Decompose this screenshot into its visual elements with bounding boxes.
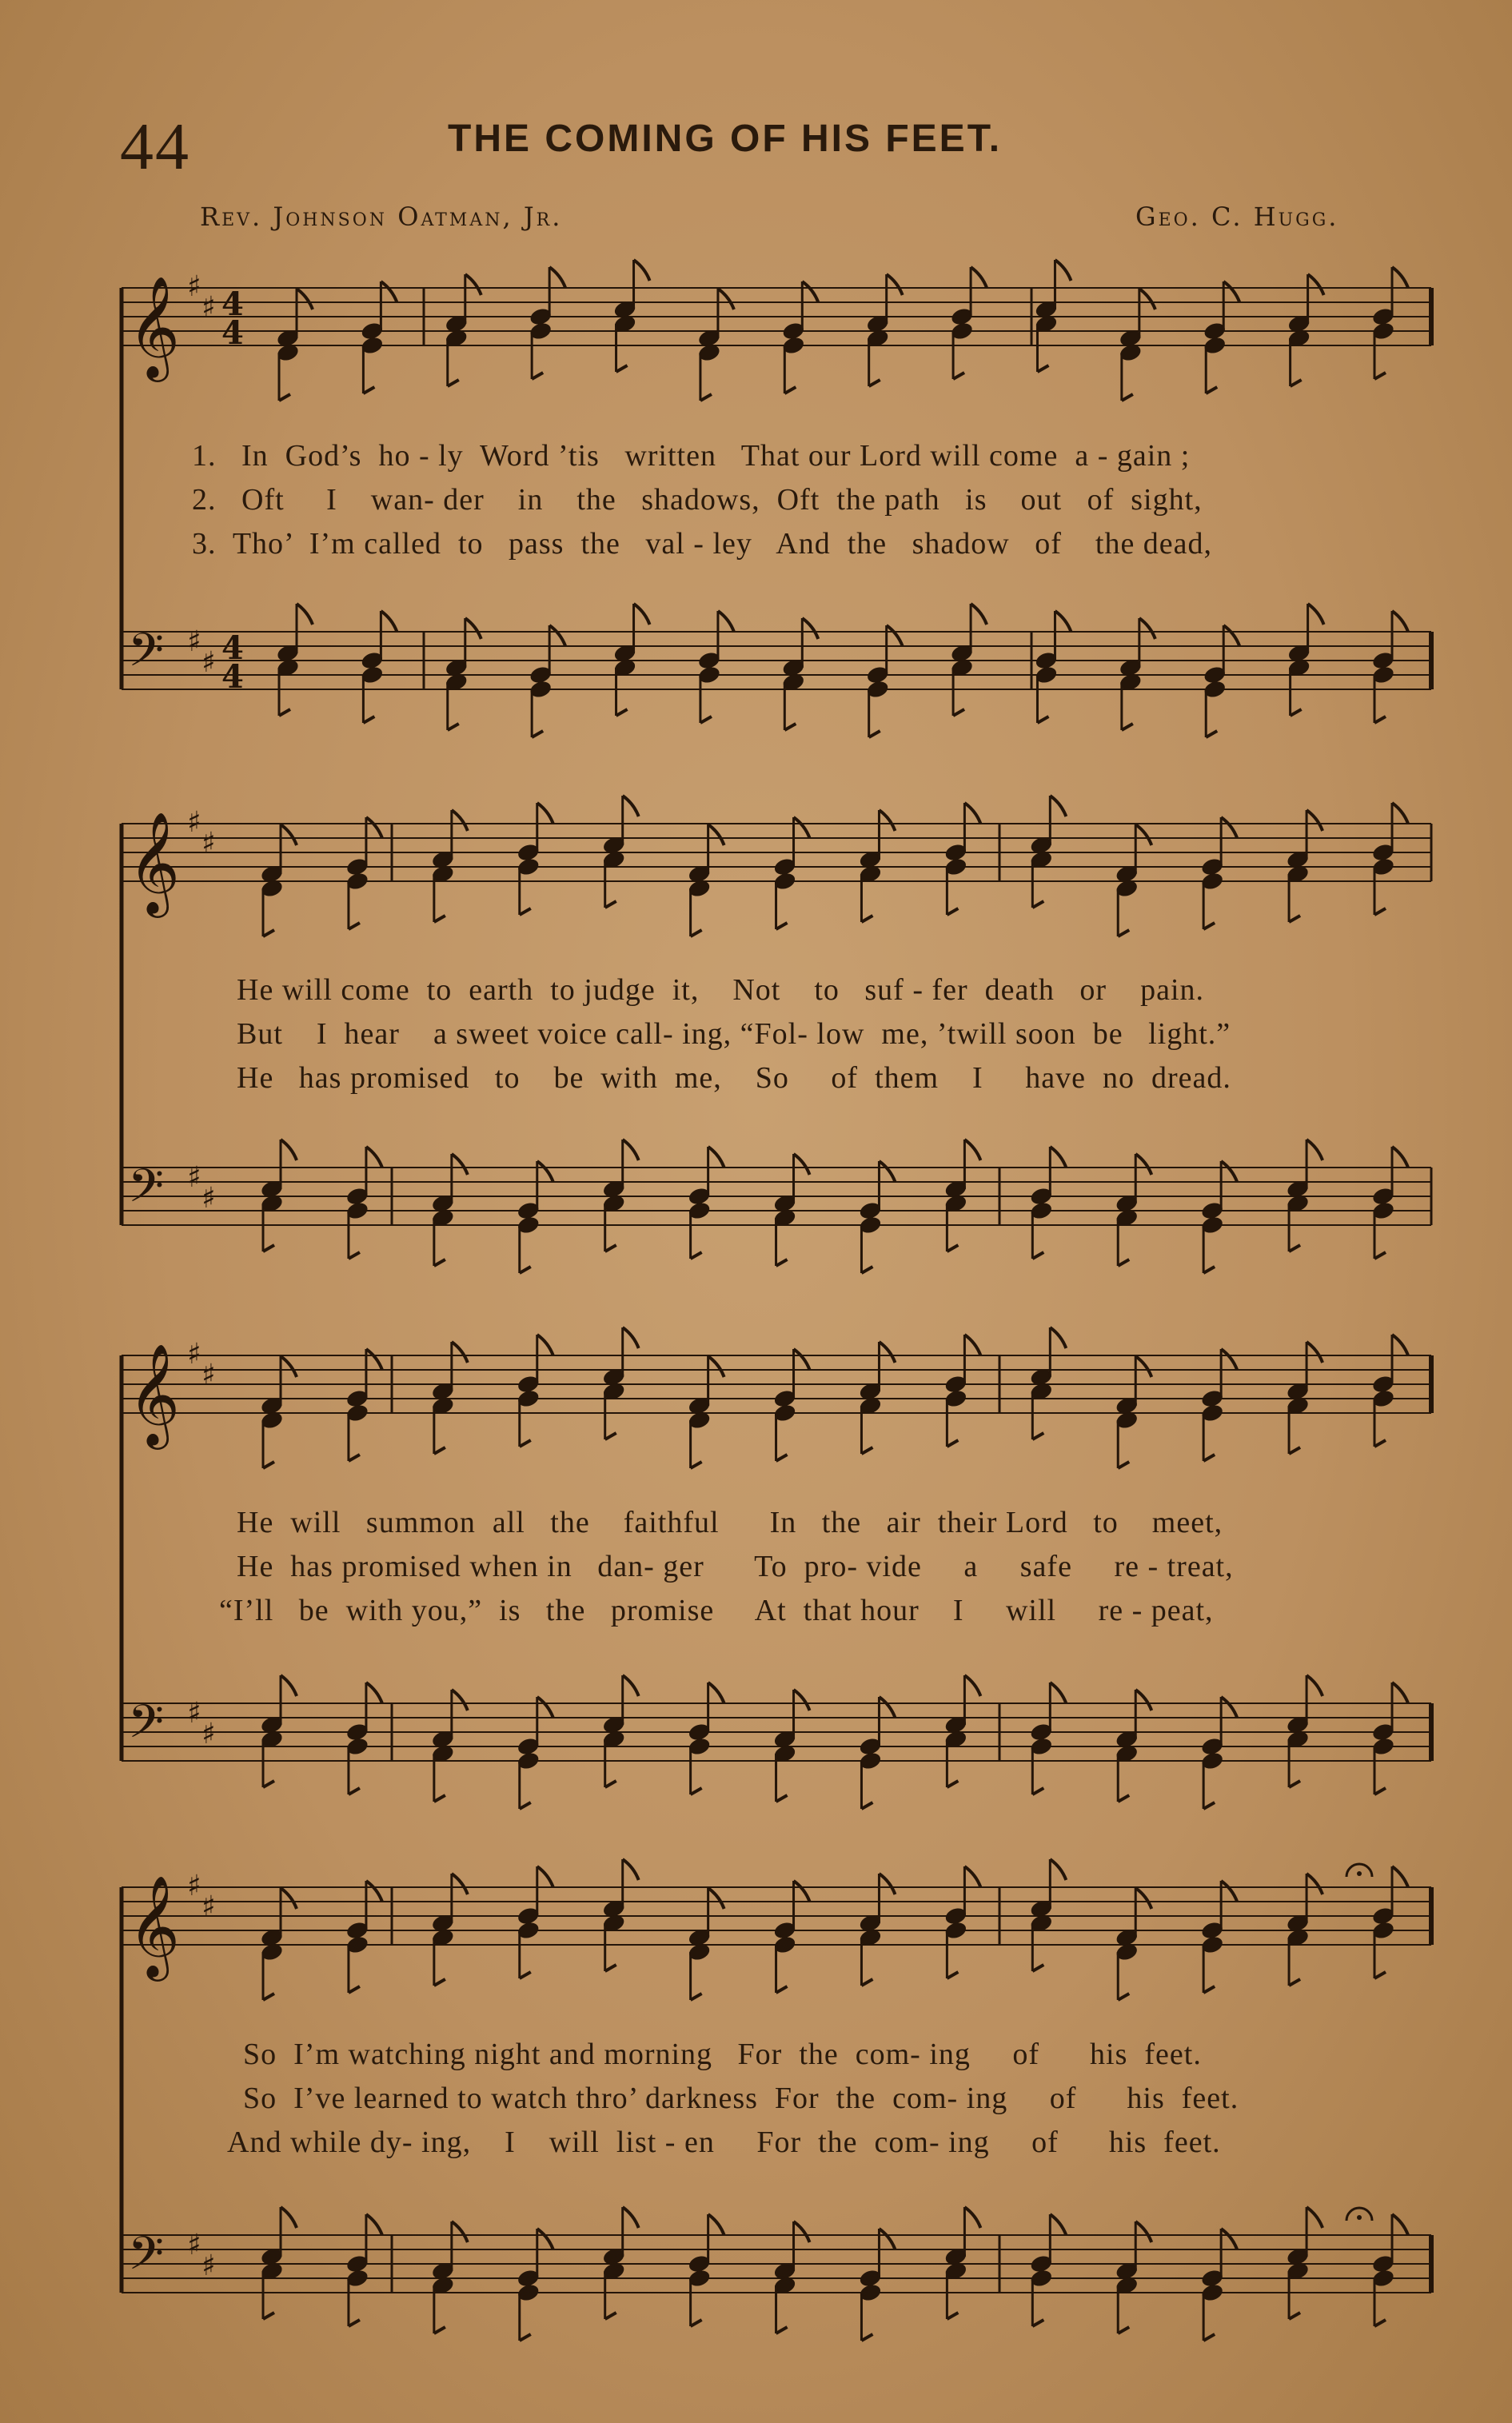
note-flag	[1221, 1161, 1237, 1182]
sharp-icon: ♯	[201, 1718, 216, 1750]
note-flag	[861, 916, 872, 922]
note-flag	[1221, 1881, 1237, 1902]
note-flag	[623, 2207, 639, 2228]
note-flag	[1118, 1259, 1129, 1266]
note-flag	[281, 1675, 297, 1696]
sharp-icon: ♯	[187, 1338, 201, 1371]
note-flag	[1392, 1683, 1408, 1703]
note-flag	[794, 817, 810, 838]
note-flag	[964, 1140, 980, 1160]
note-flag	[1289, 2313, 1300, 2319]
note-flag	[1374, 1788, 1386, 1794]
note-flag	[263, 1994, 274, 2000]
note-flag	[366, 1147, 382, 1168]
note-flag	[532, 373, 543, 379]
time-signature-top: 4	[221, 629, 244, 667]
note-flag	[1221, 1697, 1237, 1718]
note-flag	[366, 1683, 382, 1703]
note-flag	[947, 1245, 958, 1251]
note-flag	[708, 1356, 724, 1377]
sharp-icon: ♯	[201, 827, 216, 860]
note-flag	[363, 387, 374, 393]
note-flag	[605, 1433, 616, 1439]
note-flag	[605, 1781, 616, 1787]
note-flag	[349, 1252, 360, 1259]
note-flag	[532, 731, 543, 737]
note-flag	[861, 1267, 872, 1273]
note-flag	[861, 1802, 872, 1809]
note-flag	[434, 1795, 445, 1802]
sharp-icon: ♯	[187, 2229, 201, 2261]
sharp-icon: ♯	[201, 1359, 216, 1391]
note-flag	[279, 394, 290, 401]
note-flag	[691, 1788, 702, 1794]
note-flag	[971, 267, 987, 288]
note-flag	[363, 717, 374, 723]
note-flag	[1374, 2320, 1386, 2326]
note-flag	[708, 824, 724, 845]
note-flag	[1392, 267, 1408, 288]
note-flag	[349, 2320, 360, 2326]
note-flag	[691, 1462, 702, 1468]
note-flag	[1050, 1327, 1066, 1348]
note-flag	[549, 625, 565, 646]
note-flag	[794, 1349, 810, 1370]
note-flag	[1055, 260, 1071, 281]
note-flag	[1392, 611, 1408, 632]
note-flag	[1050, 796, 1066, 816]
lyric-line-s4-v1: So I’m watching night and morning For the com- ing of his feet.	[243, 2038, 1202, 2071]
note-flag	[616, 365, 628, 372]
note-flag	[1037, 365, 1048, 372]
fermata-dot	[1357, 1871, 1362, 1876]
sharp-icon: ♯	[201, 646, 216, 679]
note-flag	[381, 281, 397, 302]
bass-clef-icon: 𝄢	[128, 623, 165, 689]
note-flag	[861, 1447, 872, 1454]
note-flag	[1055, 611, 1071, 632]
note-flag	[947, 908, 958, 915]
note-flag	[1135, 824, 1151, 845]
note-flag	[520, 1802, 531, 1809]
note-flag	[452, 810, 468, 831]
treble-clef-icon: 𝄞	[128, 275, 181, 377]
note-flag	[1118, 1462, 1129, 1468]
note-flag	[605, 901, 616, 908]
note-flag	[1122, 394, 1133, 401]
lyric-line-s3-v2: He has promised when in dan- ger To pro- vide a safe re - treat,	[237, 1550, 1234, 1583]
note-flag	[448, 724, 459, 730]
note-flag	[1203, 1802, 1215, 1809]
note-flag	[366, 2214, 382, 2235]
note-flag	[520, 2334, 531, 2341]
note-flag	[794, 1881, 810, 1902]
note-flag	[263, 2313, 274, 2319]
note-flag	[263, 1781, 274, 1787]
note-flag	[1289, 1781, 1300, 1787]
note-flag	[1392, 803, 1408, 824]
note-flag	[434, 2327, 445, 2333]
note-flag	[1139, 618, 1155, 639]
note-flag	[1307, 1675, 1323, 1696]
note-flag	[434, 916, 445, 922]
note-flag	[366, 1349, 382, 1370]
note-flag	[605, 1965, 616, 1971]
note-flag	[1206, 731, 1217, 737]
note-flag	[1050, 1147, 1066, 1168]
note-flag	[465, 274, 481, 295]
note-flag	[708, 1147, 724, 1168]
fermata-dot	[1357, 2215, 1362, 2220]
note-flag	[1307, 2207, 1323, 2228]
lyric-line-s4-v2: So I’ve learned to watch thro’ darkness For the com- ing of his feet.	[243, 2082, 1239, 2115]
bass-clef-icon: 𝄢	[128, 1695, 165, 1760]
note-flag	[776, 1795, 788, 1802]
note-flag	[1032, 1433, 1043, 1439]
note-flag	[434, 1447, 445, 1454]
bass-clef-icon: 𝄢	[128, 1159, 165, 1224]
note-flag	[1392, 1866, 1408, 1887]
note-flag	[964, 2207, 980, 2228]
note-flag	[691, 2320, 702, 2326]
note-flag	[1223, 281, 1239, 302]
note-flag	[366, 1881, 382, 1902]
note-flag	[1392, 1147, 1408, 1168]
note-flag	[1289, 1245, 1300, 1251]
note-flag	[1221, 1349, 1237, 1370]
note-flag	[452, 1874, 468, 1894]
note-flag	[1032, 2320, 1043, 2326]
note-flag	[869, 380, 880, 386]
note-flag	[263, 1462, 274, 1468]
note-flag	[1392, 1335, 1408, 1355]
note-flag	[1203, 2334, 1215, 2341]
note-flag	[887, 274, 903, 295]
page-number: 44	[120, 110, 190, 184]
note-flag	[1221, 2229, 1237, 2249]
note-flag	[971, 604, 987, 625]
note-flag	[452, 1690, 468, 1710]
note-flag	[776, 1986, 788, 1993]
note-flag	[349, 1455, 360, 1461]
note-flag	[537, 1866, 553, 1887]
note-flag	[1135, 2221, 1151, 2242]
sharp-icon: ♯	[187, 1161, 201, 1194]
note-flag	[794, 2221, 810, 2242]
note-flag	[1374, 1252, 1386, 1259]
note-flag	[794, 1690, 810, 1710]
treble-clef-icon: 𝄞	[128, 1343, 181, 1445]
author-credit: Rev. Johnson Oatman, Jr.	[200, 202, 563, 232]
lyric-line-s1-v1: 1. In God’s ho - ly Word ’tis written That our Lord will come a - gain ;	[192, 439, 1191, 473]
note-flag	[1374, 1972, 1386, 1978]
note-flag	[1118, 2327, 1129, 2333]
note-flag	[605, 1245, 616, 1251]
note-flag	[1135, 1690, 1151, 1710]
note-flag	[1050, 1683, 1066, 1703]
note-flag	[281, 824, 297, 845]
note-flag	[1307, 810, 1323, 831]
note-flag	[776, 1259, 788, 1266]
note-flag	[1203, 923, 1215, 929]
note-flag	[794, 1154, 810, 1175]
note-flag	[964, 1866, 980, 1887]
note-flag	[537, 2229, 553, 2249]
note-flag	[349, 923, 360, 929]
bass-clef-icon: 𝄢	[128, 2226, 165, 2292]
note-flag	[964, 1675, 980, 1696]
note-flag	[1135, 1356, 1151, 1377]
note-flag	[879, 810, 895, 831]
note-flag	[381, 611, 397, 632]
note-flag	[623, 1140, 639, 1160]
sharp-icon: ♯	[187, 806, 201, 839]
note-flag	[281, 1356, 297, 1377]
note-flag	[1139, 289, 1155, 309]
time-signature-bottom: 4	[221, 658, 244, 696]
note-flag	[1374, 1440, 1386, 1447]
note-flag	[1032, 1252, 1043, 1259]
note-flag	[623, 1859, 639, 1880]
note-flag	[964, 803, 980, 824]
note-flag	[879, 1697, 895, 1718]
note-flag	[349, 1986, 360, 1993]
composer-credit: Geo. C. Hugg.	[1135, 202, 1339, 232]
note-flag	[1032, 1965, 1043, 1971]
lyric-line-s1-v2: 2. Oft I wan- der in the shadows, Oft the path is out of sight,	[192, 483, 1203, 517]
note-flag	[1118, 930, 1129, 936]
note-flag	[1135, 1888, 1151, 1909]
note-flag	[623, 1675, 639, 1696]
note-flag	[718, 289, 734, 309]
sharp-icon: ♯	[187, 270, 201, 303]
note-flag	[802, 618, 818, 639]
note-flag	[947, 2313, 958, 2319]
note-flag	[537, 1161, 553, 1182]
note-flag	[1223, 625, 1239, 646]
note-flag	[887, 625, 903, 646]
note-flag	[879, 1342, 895, 1363]
note-flag	[861, 2334, 872, 2341]
note-flag	[1289, 1979, 1300, 1986]
sharp-icon: ♯	[201, 1890, 216, 1923]
note-flag	[1291, 709, 1302, 716]
note-flag	[520, 1972, 531, 1978]
note-flag	[776, 1455, 788, 1461]
note-flag	[784, 387, 796, 393]
note-flag	[448, 380, 459, 386]
note-flag	[634, 604, 650, 625]
sharp-icon: ♯	[187, 1697, 201, 1730]
note-flag	[947, 1781, 958, 1787]
note-flag	[520, 1440, 531, 1447]
note-flag	[1122, 724, 1133, 730]
note-flag	[452, 2221, 468, 2242]
lyric-line-s4-v3: And while dy- ing, I will list - en For the com- ing of his feet.	[227, 2126, 1221, 2159]
note-flag	[1203, 1267, 1215, 1273]
note-flag	[861, 1979, 872, 1986]
note-flag	[1221, 817, 1237, 838]
note-flag	[776, 2327, 788, 2333]
sharp-icon: ♯	[201, 291, 216, 324]
note-flag	[1289, 1447, 1300, 1454]
note-flag	[297, 604, 313, 625]
note-flag	[1135, 1154, 1151, 1175]
sharp-icon: ♯	[187, 625, 201, 658]
note-flag	[947, 1972, 958, 1978]
note-flag	[465, 618, 481, 639]
note-flag	[953, 709, 964, 716]
note-flag	[1032, 901, 1043, 908]
note-flag	[537, 803, 553, 824]
note-flag	[623, 1327, 639, 1348]
note-flag	[691, 1252, 702, 1259]
note-flag	[947, 1440, 958, 1447]
time-signature-top: 4	[221, 285, 244, 323]
note-flag	[349, 1788, 360, 1794]
note-flag	[366, 817, 382, 838]
note-flag	[1308, 604, 1324, 625]
note-flag	[708, 1888, 724, 1909]
note-flag	[537, 1697, 553, 1718]
note-flag	[1206, 387, 1217, 393]
note-flag	[1118, 1795, 1129, 1802]
note-flag	[279, 709, 290, 716]
note-flag	[776, 923, 788, 929]
lyric-line-s1-v3: 3. Tho’ I’m called to pass the val - ley And the shadow of the dead,	[192, 527, 1213, 561]
note-flag	[879, 1874, 895, 1894]
note-flag	[691, 930, 702, 936]
note-flag	[281, 2207, 297, 2228]
note-flag	[616, 709, 628, 716]
note-flag	[1308, 274, 1324, 295]
note-flag	[1118, 1994, 1129, 2000]
treble-clef-icon: 𝄞	[128, 811, 181, 913]
hymn-title: THE COMING OF HIS FEET.	[448, 118, 1003, 160]
note-flag	[708, 2214, 724, 2235]
note-flag	[1037, 717, 1048, 723]
note-flag	[718, 611, 734, 632]
note-flag	[1374, 908, 1386, 915]
note-flag	[520, 1267, 531, 1273]
note-flag	[263, 1245, 274, 1251]
note-flag	[1050, 2214, 1066, 2235]
note-flag	[879, 1161, 895, 1182]
note-flag	[964, 1335, 980, 1355]
note-flag	[700, 717, 712, 723]
note-flag	[869, 731, 880, 737]
note-flag	[1307, 1874, 1323, 1894]
sharp-icon: ♯	[201, 1182, 216, 1215]
note-flag	[297, 289, 313, 309]
sharp-icon: ♯	[201, 2249, 216, 2282]
note-flag	[452, 1154, 468, 1175]
note-flag	[1050, 1859, 1066, 1880]
note-flag	[1032, 1788, 1043, 1794]
note-flag	[802, 281, 818, 302]
note-flag	[281, 1888, 297, 1909]
lyric-line-s2-v1: He will come to earth to judge it, Not to suf - fer death or pain.	[237, 973, 1205, 1007]
note-flag	[549, 267, 565, 288]
note-flag	[634, 260, 650, 281]
note-flag	[953, 373, 964, 379]
lyric-line-s3-v1: He will summon all the faithful In the air their Lord to meet,	[237, 1506, 1223, 1539]
note-flag	[700, 394, 712, 401]
lyric-line-s2-v3: He has promised to be with me, So of them I have no dread.	[237, 1061, 1231, 1095]
note-flag	[1307, 1140, 1323, 1160]
note-flag	[708, 1683, 724, 1703]
note-flag	[1307, 1342, 1323, 1363]
note-flag	[281, 1140, 297, 1160]
note-flag	[1203, 1986, 1215, 1993]
treble-clef-icon: 𝄞	[128, 1874, 181, 1977]
note-flag	[434, 1259, 445, 1266]
note-flag	[263, 930, 274, 936]
note-flag	[1374, 373, 1386, 379]
note-flag	[1289, 916, 1300, 922]
note-flag	[784, 724, 796, 730]
note-flag	[452, 1342, 468, 1363]
note-flag	[1374, 717, 1386, 723]
time-signature-bottom: 4	[221, 314, 244, 352]
note-flag	[691, 1994, 702, 2000]
note-flag	[537, 1335, 553, 1355]
note-flag	[1291, 380, 1302, 386]
note-flag	[605, 2313, 616, 2319]
lyric-line-s2-v2: But I hear a sweet voice call- ing, “Fol- low me, ’twill soon be light.”	[237, 1017, 1231, 1051]
note-flag	[879, 2229, 895, 2249]
note-flag	[1203, 1455, 1215, 1461]
note-flag	[520, 908, 531, 915]
note-flag	[623, 796, 639, 816]
lyric-line-s3-v3: “I’ll be with you,” is the promise At that hour I will re - peat,	[219, 1594, 1214, 1627]
note-flag	[434, 1979, 445, 1986]
sharp-icon: ♯	[187, 1870, 201, 1902]
note-flag	[1392, 2214, 1408, 2235]
